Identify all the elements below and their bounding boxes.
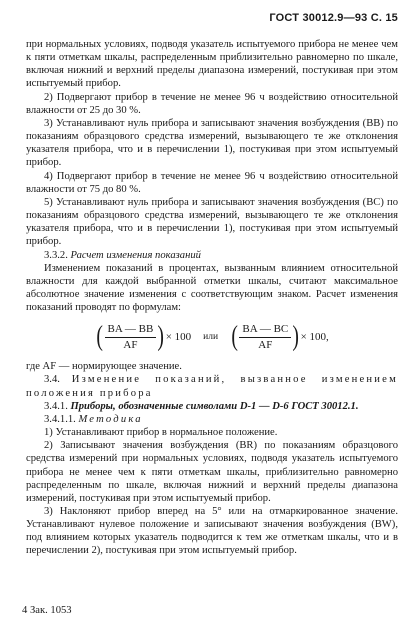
paragraph-continuation: при нормальных условиях, подводя указатель испытуемого прибора не менее чем к пяти отметкам шкалы, распределенным приблизительно равномерно по шкале, включая нижний и верхний пределы диапазона измерений, постукивая при этом испытуемый прибор. <box>26 39 398 90</box>
formula-or: или <box>203 331 219 342</box>
page-footer: 4 Зак. 1053 <box>22 605 72 616</box>
fraction-1-denominator: AF <box>123 338 138 351</box>
paragraph-calculation: Изменением показаний в процентах, вызванным влиянием относительной влажности для каждой выбранной отметки шкалы, считают максимальное абсолютное значение изменения с соответствующим знаком. Расчет изменения показаний проводят по формулам: <box>26 262 398 314</box>
fraction-1-numerator: BA — BB <box>105 323 157 338</box>
section-number: 3.3.2. <box>44 249 68 261</box>
multiplier-1: × 100 <box>165 330 192 343</box>
right-paren: ) <box>292 321 300 353</box>
section-title: Изменение показаний, вызванное изменением положения прибора <box>26 374 398 399</box>
section-3-3-2-heading <box>26 249 398 262</box>
method-step-2: 2) Записывают значения возбуждения (BR) по показаниям образцового средства измерений при нормальных условиях, подводя указатель испытуемого прибора не менее чем к пяти отметкам шкалы, приблизительно равномерно распределенным по шкале, включая нижний и верхний пределы диапазона измерений, постукивая при этом испытуемый прибор. <box>26 440 398 504</box>
formula-term-1 <box>95 323 191 352</box>
paragraph-where: где AF — нормирующее значение. <box>26 361 182 373</box>
fraction-1 <box>105 323 157 352</box>
fraction-2 <box>239 323 291 352</box>
fraction-2-numerator: BA — BC <box>239 323 291 338</box>
paragraph-step-2: 2) Подвергают прибор в течение не менее 96 ч воздействию относительной влажности от 25 до 30 %. <box>26 91 398 116</box>
section-number: 3.4.1. <box>44 400 68 412</box>
method-step-3: 3) Наклоняют прибор вперед на 5° или на отмаркированное значение. Устанавливают нулевое положение и записывают значения возбуждения (BW), под влиянием которых указатель подводится к тем же отметкам шкалы, что и в перечислении 2), постукивая при этом испытуемый прибор. <box>26 506 398 557</box>
formula <box>26 320 398 354</box>
multiplier-2: × 100, <box>300 330 329 343</box>
formula-term-2 <box>230 323 329 352</box>
document-body <box>26 38 398 558</box>
section-title: Приборы, обозначенные символами D-1 — D-6 ГОСТ 30012.1. <box>70 400 359 412</box>
paragraph-step-3: 3) Устанавливают нуль прибора и записывают значения возбуждения (BB) по показаниям образцового средства измерений, вызывающего те же отклонения указателя прибора, что и в перечислении 1), постукивая при этом испытуемый прибор. <box>26 117 398 169</box>
section-3-4-heading <box>26 373 398 399</box>
method-step-1: 1) Устанавливают прибор в нормальное положение. <box>44 427 278 439</box>
section-3-4-1-1-heading <box>26 413 398 426</box>
section-title: Расчет изменения показаний <box>70 249 201 261</box>
right-paren: ) <box>157 321 165 353</box>
section-3-4-1-heading <box>26 400 398 413</box>
fraction-2-denominator: AF <box>258 338 273 351</box>
left-paren: ( <box>96 321 104 353</box>
left-paren: ( <box>231 321 239 353</box>
paragraph-step-5: 5) Устанавливают нуль прибора и записывают значения возбуждения (BC) по показаниям образцового средства измерений, вызывающего те же отклонения указателя прибора, что и в перечислении 1), постукивая при этом испытуемый прибор. <box>26 196 398 248</box>
section-number: 3.4. <box>44 374 60 386</box>
page-header: ГОСТ 30012.9—93 С. 15 <box>269 12 398 24</box>
section-number: 3.4.1.1. <box>44 413 76 425</box>
paragraph-step-4: 4) Подвергают прибор в течение не менее 96 ч воздействию относительной влажности от 75 до 80 %. <box>26 170 398 195</box>
section-title: Методика <box>78 413 143 425</box>
